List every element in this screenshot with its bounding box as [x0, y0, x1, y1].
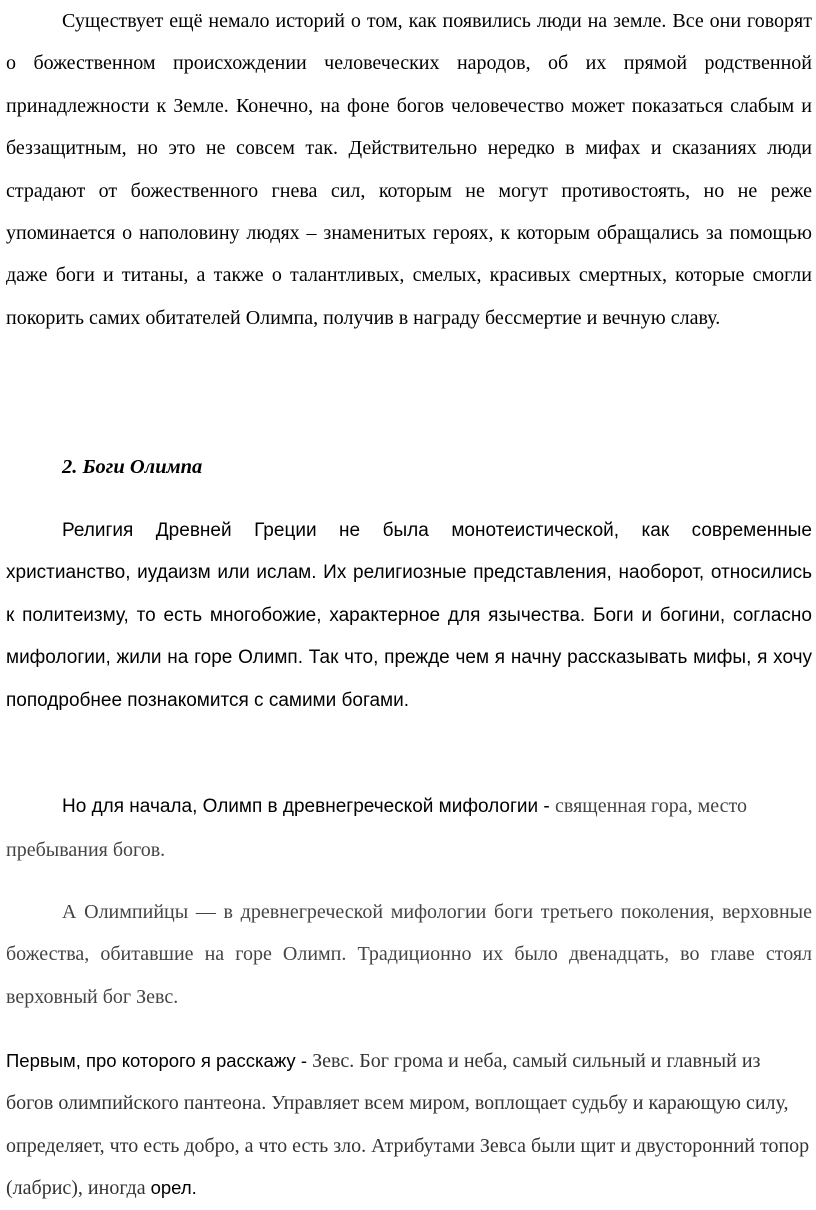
intro-paragraph: Существует ещё немало историй о том, как появились люди на земле. Все они говорят о божественном происхождении человеческих народов, об их прямой родственной принадлежности к Земле. Конечно, на фоне богов человечество может показаться слабым и беззащитным, но это не совсем так. Действительно нередко в мифах и сказаниях люди страдают от божественного гнева сил, которым не могут противостоять, но не реже упоминается о наполовину людях – знаменитых героях, к которым обращались за помощью даже боги и титаны, а также о талантливых, смелых, красивых смертных, которые смогли покорить самих обитателей Олимпа, получив в награду бессмертие и вечную славу. — [6, 10, 812, 329]
zeus-lead: Первым, про которого я расскажу - — [6, 1050, 313, 1071]
section-heading: 2. Боги Олимпа — [62, 456, 203, 478]
religion-paragraph: Религия Древней Греции не была монотеистической, как современные христианство, иудаизм или ислам. Их религиозные представления, наоборот, относились к политеизму, то есть многобожие, характерное для язычества. Боги и богини, согласно мифологии, жили на горе Олимп. Так что, прежде чем я начну рассказывать мифы, я хочу поподробнее познакомится с самими богами. — [6, 520, 812, 711]
zeus-paragraph — [6, 1040, 812, 1210]
olympus-definition: священная гора, место пребывания богов. — [6, 795, 748, 862]
zeus-eagle: орел. — [150, 1177, 197, 1199]
zeus-description: Зевс. Бог грома и неба, самый сильный и главный из богов олимпийского пантеона. Управляет всем миром, воплощает судьбу и карающую силу, определяет, что есть добро, а что есть зло. Атрибутами Зевса были щит и двусторонний топор (лабрис), иногда — [6, 1050, 810, 1200]
olympians-paragraph: А Олимпийцы — в древнегреческой мифологии боги третьего поколения, верховные божества, обитавшие на горе Олимп. Традиционно их было двенадцать, во главе стоял верховный бог Зевс. — [6, 901, 812, 1008]
olympus-lead: Но для начала, Олимп в древнегреческой мифологии - — [62, 796, 556, 817]
olympus-paragraph — [6, 785, 812, 874]
